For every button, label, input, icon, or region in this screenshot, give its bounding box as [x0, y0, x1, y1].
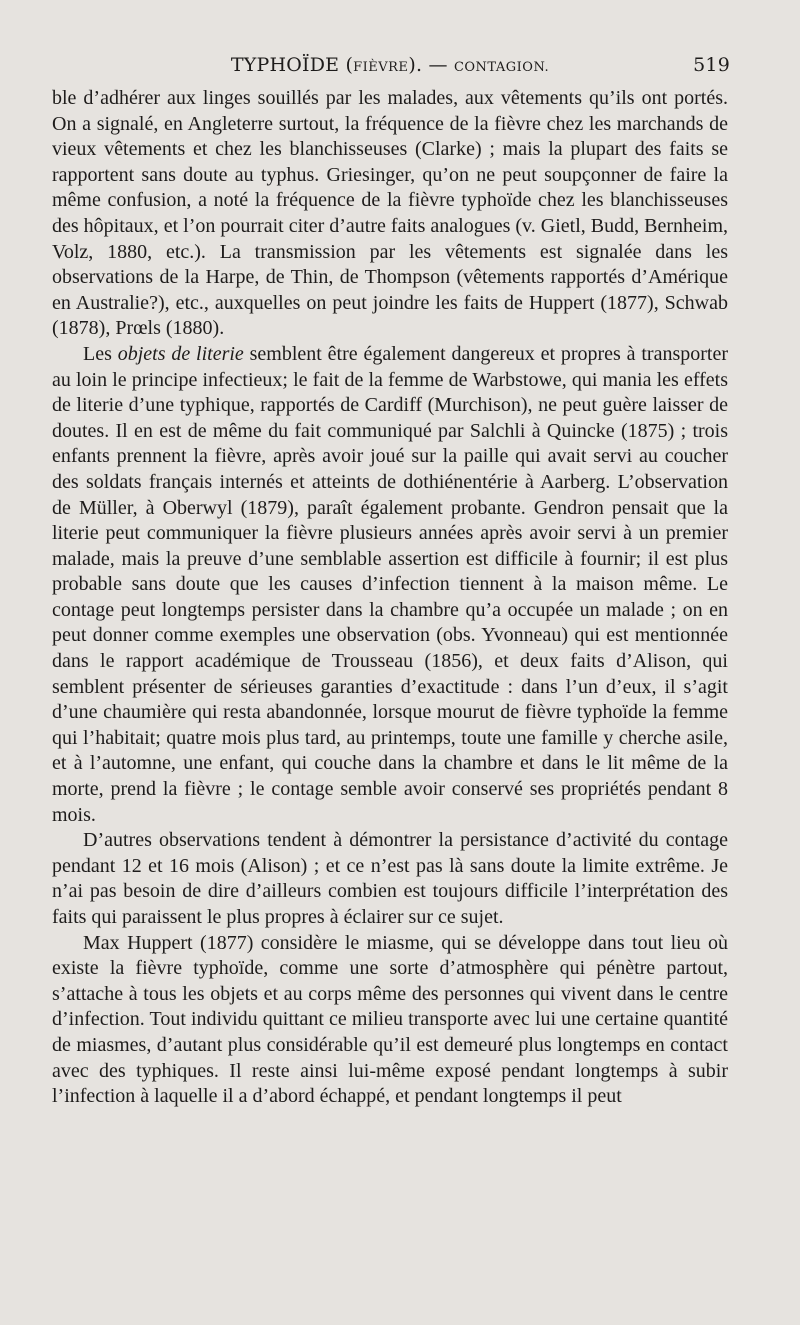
- running-head: [52, 46, 728, 86]
- paragraph-2: [52, 342, 728, 828]
- page-number: 519: [693, 54, 730, 76]
- paragraph-1: ble d’adhérer aux linges souillés par les malades, aux vêtements qu’ils ont portés. On a signalé, en Angleterre surtout, la fréquence de la fièvre chez les marchands de vieux vêtements et chez les blanchisseuses (Clarke) ; mais la plupart des faits se rapportent sans doute au typhus. Griesinger, qu’on ne peut soupçonner de faire la même confusion, a noté la fréquence de la fièvre typhoïde chez les blanchisseuses des hôpitaux, et l’on pourrait citer d’autre faits analogues (v. Gietl, Budd, Bernheim, Volz, 1880, etc.). La transmission par les vêtements est signalée dans les observations de la Harpe, de Thin, de Thompson (vêtements rapportés d’Amérique en Australie?), etc., auxquelles on peut joindre les faits de Huppert (1877), Schwab (1878), Prœls (1880).: [52, 87, 728, 340]
- running-title-main: TYPHOÏDE (: [230, 54, 354, 76]
- body-text: [52, 86, 728, 1110]
- paragraph-3: D’autres observations tendent à démontrer la persistance d’activité du contage pendant 12 et 16 mois (Alison) ; et ce n’est pas là sans doute la limite extrême. Je n’ai pas besoin de dire d’ailleurs combien est toujours difficile l’interprétation des faits qui paraissent le plus propres à éclairer sur ce sujet.: [52, 829, 728, 928]
- running-title-close: ). —: [408, 54, 454, 76]
- paragraph-4: Max Huppert (1877) considère le miasme, qui se développe dans tout lieu où existe la fièvre typhoïde, comme une sorte d’atmosphère qui pénètre partout, s’attache à tous les objets et au corps même des personnes qui vivent dans le centre d’infection. Tout individu quittant ce milieu transporte avec lui une certaine quantité de miasmes, d’autant plus considérable qu’il est demeuré plus longtemps en contact avec des typhiques. Il reste ainsi lui-même exposé pendant longtemps à subir l’infection à laquelle il a d’abord échappé, et pendant longtemps il peut: [52, 931, 728, 1108]
- paragraph-2-before: Les: [83, 342, 118, 365]
- paragraph-2-emphasis: objets de literie: [117, 342, 244, 365]
- paragraph-2-after: semblent être également dangereux et propres à transporter au loin le principe infectieux; le fait de la femme de Warbstowe, qui mania les effets de literie d’une typhique, rapportés de Cardiff (Murchison), ne peut guère laisser de doutes. Il en est de même du fait communiqué par Salchli à Quincke (1875) ; trois enfants prennent la fièvre, après avoir joué sur la paille qui avait servi au coucher des soldats français internés et atteints de dothiénentérie à Aarberg. L’observation de Müller, à Oberwyl (1879), paraît également probante. Gendron pensait que la literie peut communiquer la fièvre plusieurs années après avoir servi à un premier malade, mais la preuve d’une semblable assertion est difficile à fournir; il est plus probable sans doute que les causes d’infection tiennent à la maison même. Le contage peut longtemps persister dans la chambre qu’a occupée un malade ; on en peut donner comme exemples une observation (obs. Yvonneau) qui est mentionnée dans le rapport académique de Trousseau (1856), et deux faits d’Alison, qui semblent présenter de sérieuses garanties d’exactitude : dans l’un d’eux, il s’agit d’une chaumière qui resta abandonnée, lorsque mourut de fièvre typhoïde la femme qui l’habitait; quatre mois plus tard, au printemps, toute une famille y cherche asile, et à l’automne, une enfant, qui couche dans la chambre et dans le lit même de la morte, prend la fièvre ; le contage semble avoir conservé ses propriétés pendant 8 mois.: [52, 342, 728, 826]
- running-title-section: CONTAGION.: [453, 60, 550, 75]
- running-title-small: FIÈVRE: [353, 60, 409, 75]
- running-title: [52, 54, 728, 76]
